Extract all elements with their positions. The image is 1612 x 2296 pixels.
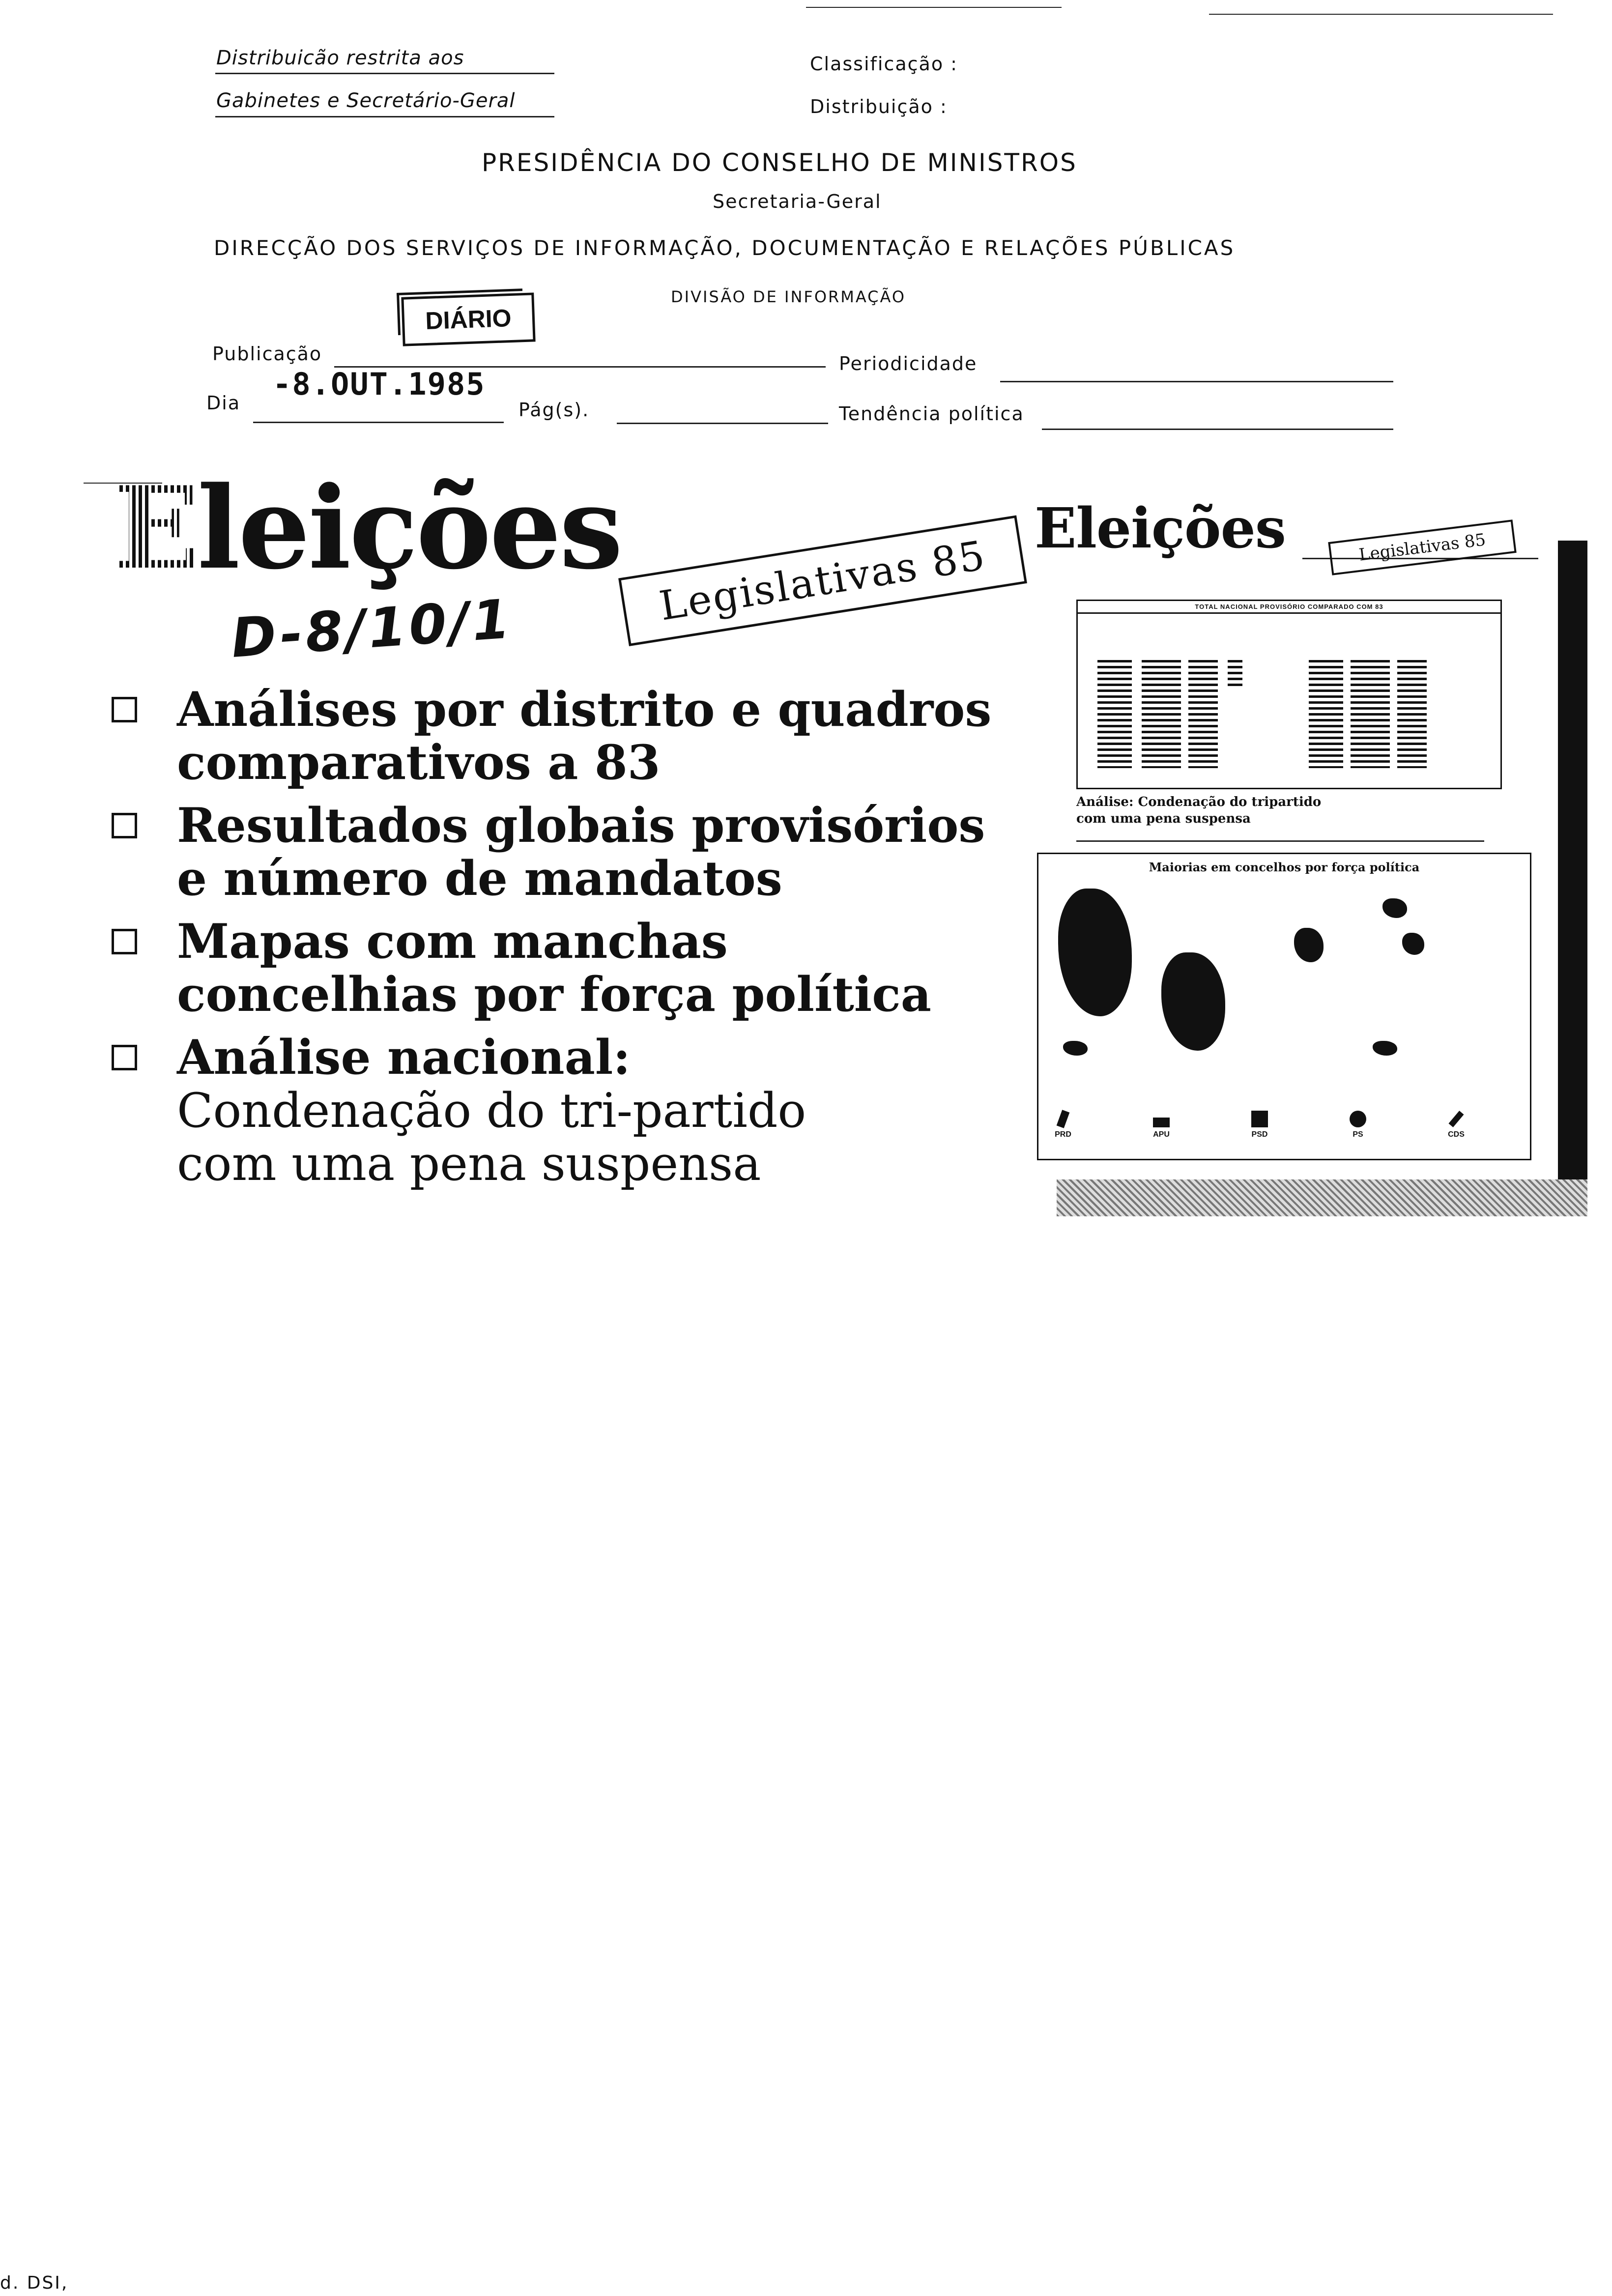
bullet-text: Análise nacional: xyxy=(177,1030,631,1085)
publication-stamp: DIÁRIO xyxy=(401,292,535,346)
party-icon xyxy=(1251,1111,1268,1127)
bullet-text: Mapas com manchas concelhias por força política xyxy=(177,914,931,1022)
caption-line: com uma pena suspensa xyxy=(1076,811,1251,826)
map-region xyxy=(1402,933,1424,955)
party-legend-item: PRD xyxy=(1048,1111,1078,1139)
day-stamp: -8.OUT.1985 xyxy=(273,366,486,402)
table-column xyxy=(1309,660,1343,768)
map-region xyxy=(1161,952,1225,1051)
table-column xyxy=(1228,660,1242,689)
table-column xyxy=(1097,660,1132,768)
headline-rest: leições xyxy=(197,462,621,595)
bullet-text: Análises por distrito e quadros comparativos a 83 xyxy=(177,682,992,790)
distribution-label: Distribuição : xyxy=(810,96,948,117)
restricted-distribution-line2: Gabinetes e Secretário-Geral xyxy=(216,89,516,112)
headline-initial: E xyxy=(113,462,198,595)
publication-label: Publicação xyxy=(212,343,322,365)
checkbox-icon xyxy=(112,813,137,838)
thumbnail-banner: Legislativas 85 xyxy=(1328,519,1516,575)
party-map-image xyxy=(1037,853,1531,1160)
bullet-item xyxy=(106,799,1039,905)
pages-field-line xyxy=(617,423,828,424)
legislativas-banner: Legislativas 85 xyxy=(618,515,1027,646)
divider xyxy=(1209,14,1553,15)
periodicity-field-line xyxy=(1000,381,1393,382)
political-tendency-label: Tendência política xyxy=(839,403,1024,425)
map-region xyxy=(1063,1041,1088,1056)
bullet-text: Condenação do tri-partido com uma pena suspensa xyxy=(177,1083,806,1191)
divider xyxy=(806,7,1062,8)
party-legend-item: PSD xyxy=(1245,1111,1274,1139)
scan-edge-shadow xyxy=(1558,541,1587,1189)
classification-label: Classificação : xyxy=(810,53,958,75)
newspaper-thumbnail xyxy=(1027,487,1587,1224)
restricted-distribution-line1: Distribuicão restrita aos xyxy=(216,47,464,69)
checkbox-icon xyxy=(112,1045,137,1070)
thumbnail-title: Eleições xyxy=(1035,496,1286,561)
party-legend-item: APU xyxy=(1147,1118,1176,1139)
table-column xyxy=(1188,660,1218,768)
handwritten-note: D-8/10/1 xyxy=(229,587,515,670)
results-table-image xyxy=(1076,600,1502,789)
tendency-field-line xyxy=(1042,429,1393,430)
party-legend-item: PS xyxy=(1343,1111,1373,1139)
scan-noise-strip xyxy=(1057,1179,1587,1216)
map-title: Maiorias em concelhos por força política xyxy=(1149,860,1420,874)
divider xyxy=(1076,840,1484,842)
table-column xyxy=(1142,660,1181,768)
bullet-item xyxy=(106,683,1039,789)
directorate: DIRECÇÃO DOS SERVIÇOS DE INFORMAÇÃO, DOCUMENTAÇÃO E RELAÇÕES PÚBLICAS xyxy=(214,236,1236,260)
divider xyxy=(215,73,554,74)
day-label: Dia xyxy=(206,392,241,414)
checkbox-icon xyxy=(112,697,137,722)
party-icon xyxy=(1350,1111,1366,1127)
clipping-headline xyxy=(113,462,621,595)
map-region xyxy=(1294,928,1324,962)
table-column xyxy=(1351,660,1390,768)
bullet-item xyxy=(106,915,1039,1021)
checkbox-icon xyxy=(112,929,137,954)
party-icon xyxy=(1057,1110,1070,1128)
org-subtitle: Secretaria-Geral xyxy=(713,191,882,212)
party-legend-item: CDS xyxy=(1441,1111,1471,1139)
map-region xyxy=(1382,898,1407,918)
pages-label: Pág(s). xyxy=(518,399,590,421)
party-icon xyxy=(1153,1118,1170,1127)
org-title: PRESIDÊNCIA DO CONSELHO DE MINISTROS xyxy=(482,148,1077,177)
party-icon xyxy=(1448,1111,1464,1127)
footer-code: d. DSI, xyxy=(0,2273,69,2293)
map-region xyxy=(1373,1041,1397,1056)
map-region xyxy=(1058,889,1132,1016)
division: DIVISÃO DE INFORMAÇÃO xyxy=(671,287,906,306)
table-column xyxy=(1397,660,1427,768)
bullet-item xyxy=(106,1031,1039,1190)
caption-line: Análise: Condenação do tripartido xyxy=(1076,795,1322,809)
bullet-text: Resultados globais provisórios e número de mandatos xyxy=(177,798,985,906)
day-field-line xyxy=(253,422,504,423)
bullet-list xyxy=(106,683,1039,1190)
thumbnail-caption xyxy=(1076,794,1321,827)
periodicity-label: Periodicidade xyxy=(839,353,978,374)
divider xyxy=(215,116,554,117)
table-heading: TOTAL NACIONAL PROVISÓRIO COMPARADO COM 83 xyxy=(1078,601,1500,614)
